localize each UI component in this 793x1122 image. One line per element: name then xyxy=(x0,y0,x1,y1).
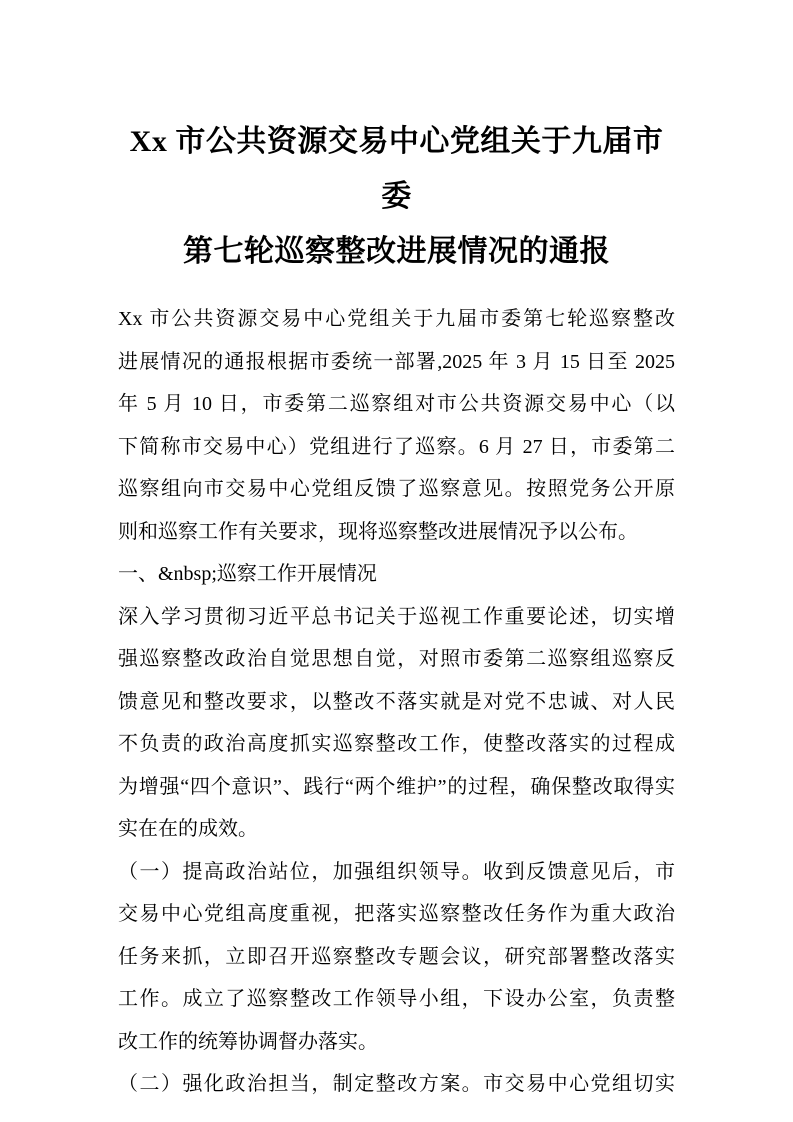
body-line: 深入学习贯彻习近平总书记关于巡视工作重要论述，切实增 xyxy=(118,605,675,628)
body-line: 任务来抓，立即召开巡察整改专题会议，研究部署整改落实 xyxy=(118,945,675,968)
body-line: 年 5 月 10 日，市委第二巡察组对市公共资源交易中心（以 xyxy=(118,393,675,415)
body-line: 工作。成立了巡察整改工作领导小组，下设办公室，负责整 xyxy=(118,988,675,1010)
body-line: 巡察组向市交易中心党组反馈了巡察意见。按照党务公开原 xyxy=(118,478,675,500)
body-line: 下简称市交易中心）党组进行了巡察。6 月 27 日，市委第二 xyxy=(118,435,675,458)
body-line: Xx 市公共资源交易中心党组关于九届市委第七轮巡察整改 xyxy=(118,308,675,330)
body-line: 强巡察整改政治自觉思想自觉，对照市委第二巡察组巡察反 xyxy=(118,648,675,670)
body-line: （一）提高政治站位，加强组织领导。收到反馈意见后，市 xyxy=(118,860,675,883)
body-line: 不负责的政治高度抓实巡察整改工作，使整改落实的过程成 xyxy=(118,733,675,755)
body-line: 一、&nbsp;巡察工作开展情况 xyxy=(118,563,377,585)
body-line: 改工作的统筹协调督办落实。 xyxy=(118,1030,378,1053)
body-line: 实在在的成效。 xyxy=(118,818,258,840)
body-line: 馈意见和整改要求，以整改不落实就是对党不忠诚、对人民 xyxy=(118,690,675,713)
body-line: 则和巡察工作有关要求，现将巡察整改进展情况予以公布。 xyxy=(118,520,638,543)
document-body xyxy=(118,298,675,1106)
body-line: 交易中心党组高度重视，把落实巡察整改任务作为重大政治 xyxy=(118,903,675,925)
document-title xyxy=(118,114,675,279)
title-line-1: Xx 市公共资源交易中心党组关于九届市委 xyxy=(129,125,664,213)
body-line: 进展情况的通报根据市委统一部署,2025 年 3 月 15 日至 2025 xyxy=(118,350,675,373)
body-line: （二）强化政治担当，制定整改方案。市交易中心党组切实 xyxy=(118,1073,675,1095)
body-line: 为增强“四个意识”、践行“两个维护”的过程，确保整改取得实 xyxy=(118,775,675,798)
title-line-2: 第七轮巡察整改进展情况的通报 xyxy=(183,235,610,268)
